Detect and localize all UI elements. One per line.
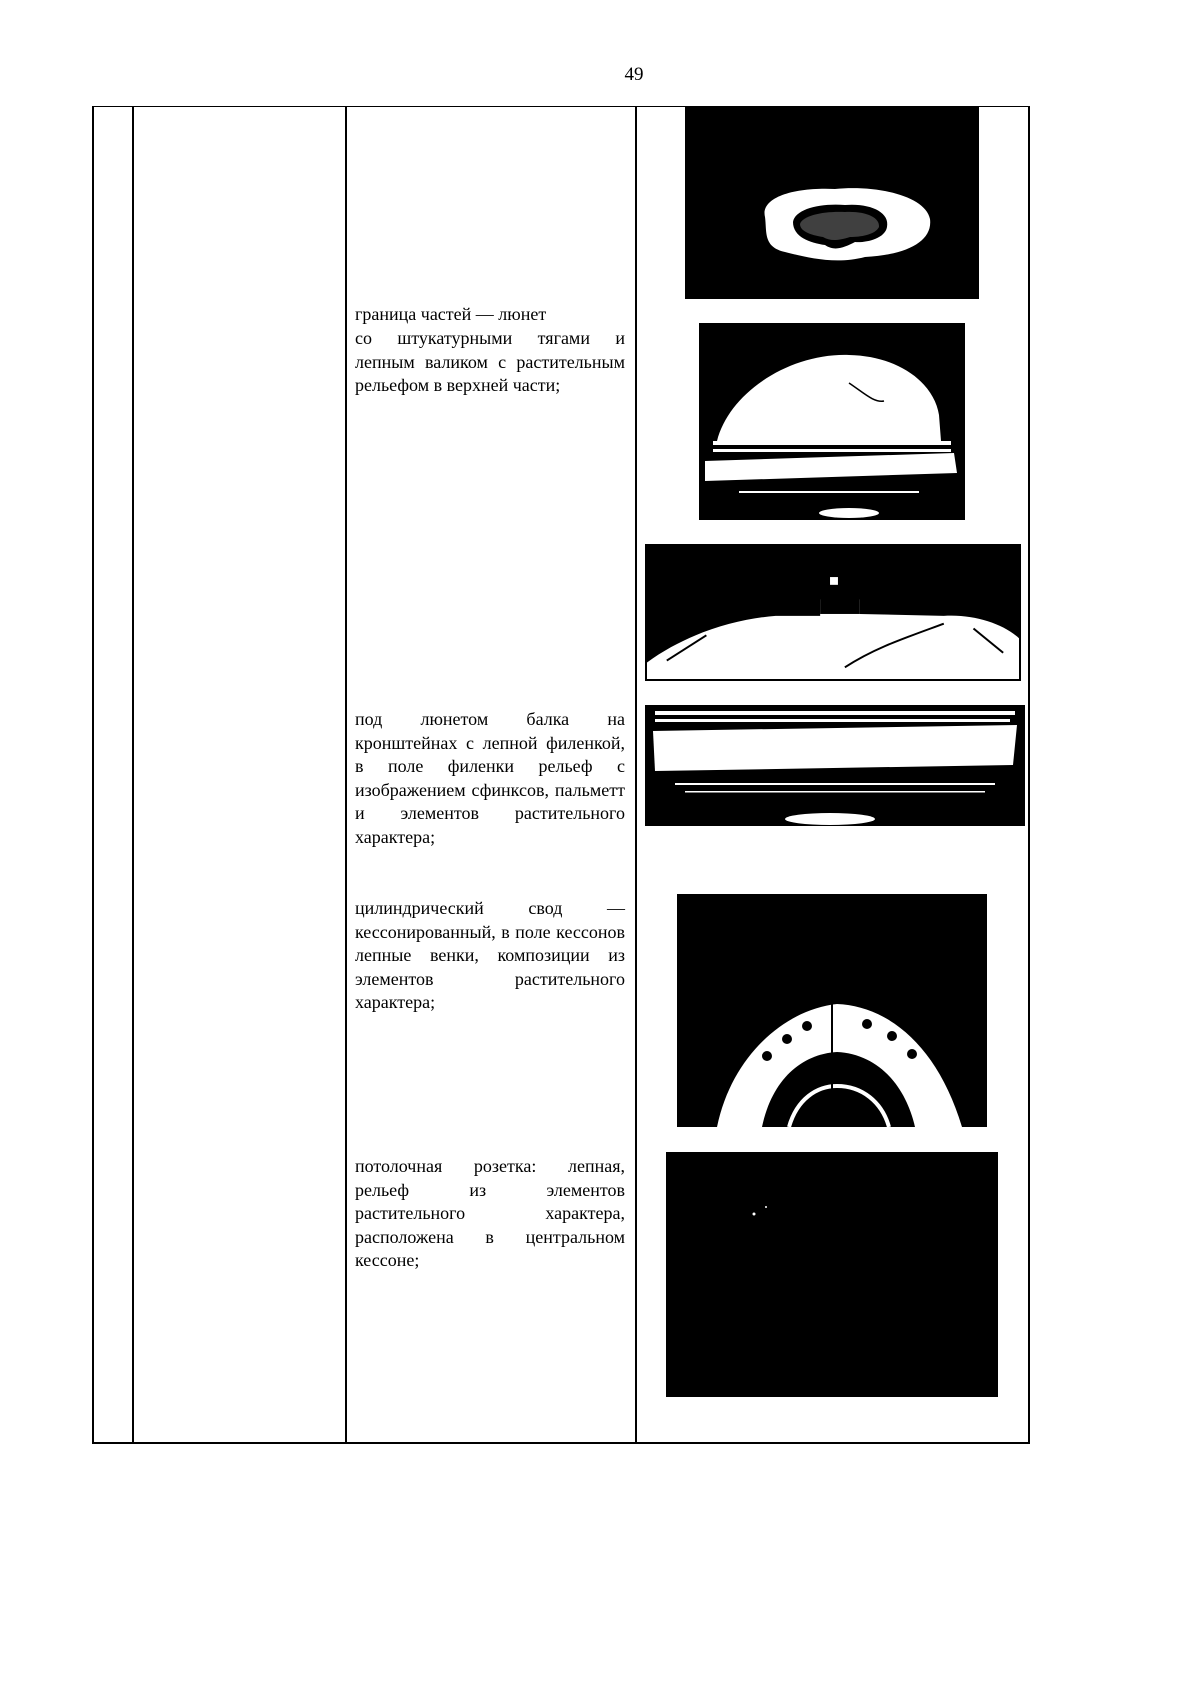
coffered-vault-photo — [677, 894, 987, 1127]
ceiling-rosette-photo — [666, 1152, 998, 1397]
column-divider — [132, 107, 134, 1442]
description-lunette: со штукатурными тягами и лепным валиком с растительным рельефом в верхней части; — [355, 328, 625, 395]
lunette-photo — [699, 323, 965, 520]
description-vault: цилиндрический свод — кессонированный, в поле кессонов лепные венки, композиции из элементов растительного характера; — [355, 898, 625, 1012]
page-number: 49 — [624, 64, 644, 85]
rosette-relief-photo — [685, 107, 979, 299]
beam-brackets-photo — [645, 705, 1025, 826]
lunette-wide-photo — [645, 544, 1021, 681]
description-lunette-title: граница частей — люнет — [355, 304, 547, 324]
column-divider — [635, 107, 637, 1442]
description-beam: под люнетом балка на кронштейнах с лепной филенкой, в поле филенки рельеф с изображением сфинксов, пальметт и элементов растительного характера; — [355, 709, 625, 847]
description-rosette: потолочная розетка: лепная, рельеф из элементов растительного характера, расположена в центральном кессоне; — [355, 1156, 625, 1270]
column-divider — [345, 107, 347, 1442]
